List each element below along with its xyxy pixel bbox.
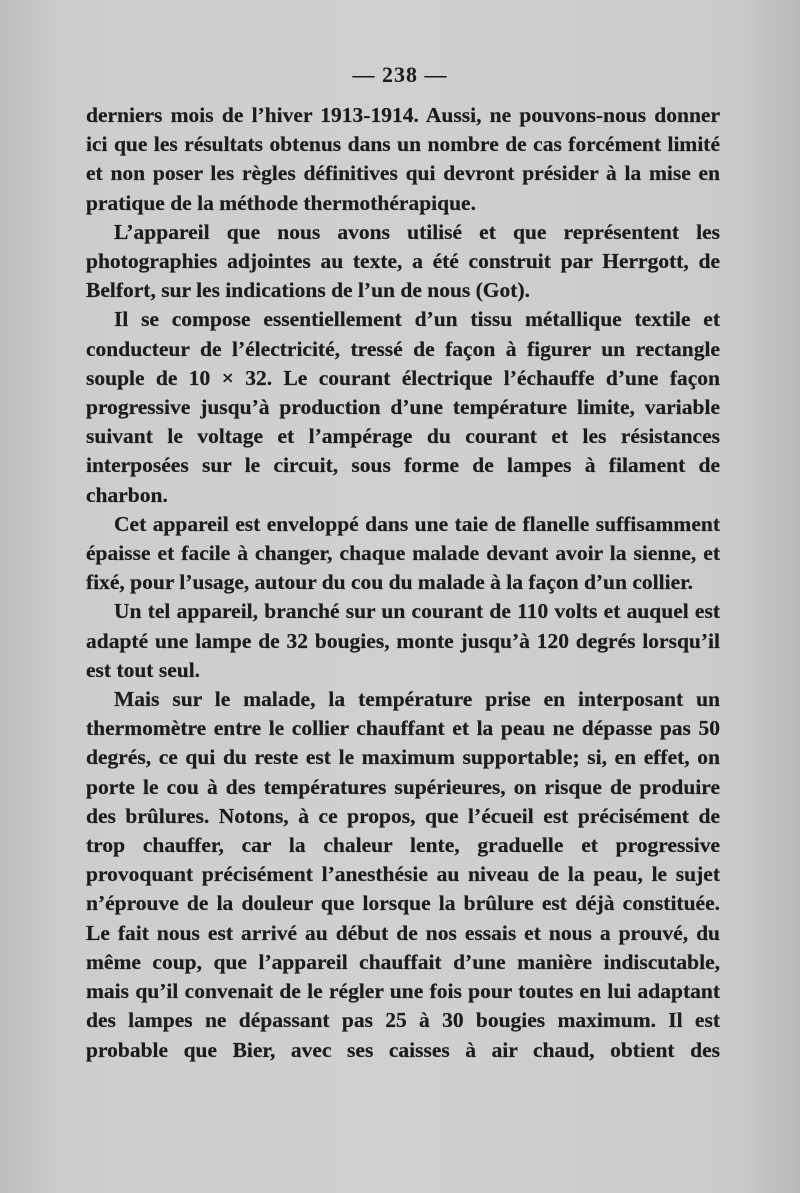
paragraph-1: derniers mois de l’hiver 1913-1914. Aussi, ne pouvons-nous donner ici que les résultats obtenus dans un nombre de cas forcément limité et non poser les règles définitives qui devront présider à la mise en pratique de la méthode thermothérapique. (86, 103, 720, 215)
paragraph-5: Un tel appareil, branché sur un courant de 110 volts et auquel est adapté une lampe de 32 bougies, monte jusqu’à 120 degrés lorsqu’il est tout seul. (86, 599, 720, 682)
body-text (86, 101, 720, 1065)
paragraph-3: Il se compose essentiellement d’un tissu métallique textile et conducteur de l’électricité, tressé de façon à figurer un rectangle souple de 10 × 32. Le courant électrique l’échauffe d’une façon progressive jusqu’à production d’une température limite, variable suivant le voltage et l’ampérage du courant et les résistances interposées sur le circuit, sous forme de lampes à filament de charbon. (86, 307, 720, 507)
page-number: — 238 — (352, 62, 448, 87)
paragraph-6: Mais sur le malade, la température prise en interposant un thermomètre entre le collier chauffant et la peau ne dépasse pas 50 degrés, ce qui du reste est le maximum supportable; si, en effet, on porte le cou à des températures supérieures, on risque de produire des brûlures. Notons, à ce propos, que l’écueil est précisément de trop chauffer, car la chaleur lente, graduelle et progressive provoquant précisément l’anesthésie au niveau de la peau, le sujet n’éprouve de la douleur que lorsque la brûlure est déjà constituée. Le fait nous est arrivé au début de nos essais et nous a prouvé, du même coup, que l’appareil chauffait d’une manière indiscutable, mais qu’il convenait de le régler une fois pour toutes en lui adaptant des lampes ne dépassant pas 25 à 30 bougies maximum. Il est probable que Bier, avec ses caisses à air chaud, obtient des (86, 687, 720, 1062)
paragraph-2: L’appareil que nous avons utilisé et que représentent les photographies adjointes au texte, a été construit par Herrgott, de Belfort, sur les indications de l’un de nous (Got). (86, 219, 720, 303)
paragraph-4: Cet appareil est enveloppé dans une taie de flanelle suffisamment épaisse et facile à changer, chaque malade devant avoir la sienne, et fixé, pour l’usage, autour du cou du malade à la façon d’un collier. (86, 511, 720, 595)
